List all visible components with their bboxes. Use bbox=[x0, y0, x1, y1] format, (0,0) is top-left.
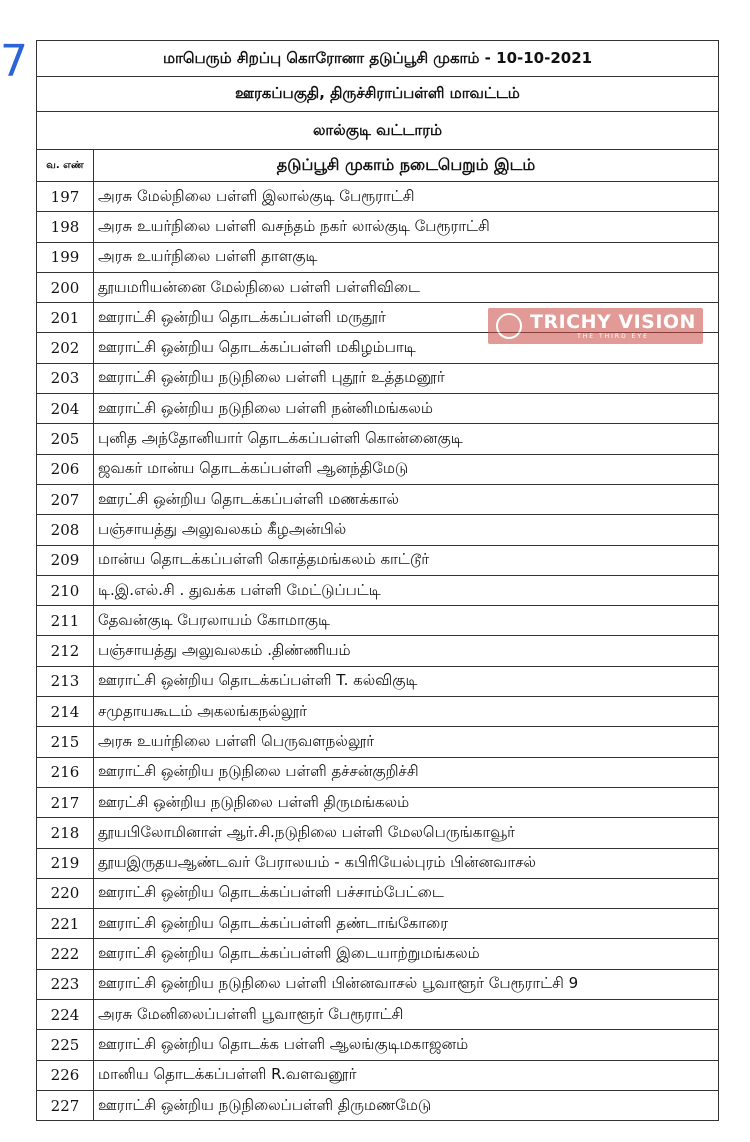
table-row bbox=[37, 484, 719, 514]
camp-location: டி.இ.எல்.சி . துவக்க பள்ளி மேட்டுப்பட்டி bbox=[94, 575, 719, 605]
camp-location: தேவன்குடி பேரலாயம் கோமாகுடி bbox=[94, 606, 719, 636]
page-number: 7 bbox=[0, 36, 28, 87]
serial-number: 222 bbox=[37, 939, 94, 969]
serial-number: 203 bbox=[37, 363, 94, 393]
camp-location: அரசு உயர்நிலை பள்ளி வசந்தம் நகர் லால்குடி பேரூராட்சி bbox=[94, 212, 719, 242]
serial-number: 201 bbox=[37, 303, 94, 333]
watermark-subtitle: THE THIRD EYE bbox=[577, 332, 649, 340]
serial-number: 209 bbox=[37, 545, 94, 575]
camp-location: ஊரட்சி ஒன்றிய தொடக்கப்பள்ளி மணக்கால் bbox=[94, 484, 719, 514]
serial-number: 225 bbox=[37, 1030, 94, 1060]
serial-column-header: வ. எண் bbox=[37, 150, 94, 182]
camp-location: ஊரட்சி ஒன்றிய நடுநிலை பள்ளி திருமங்கலம் bbox=[94, 787, 719, 817]
camp-location: ஊராட்சி ஒன்றிய நடுநிலைப்பள்ளி திருமணமேடு bbox=[94, 1090, 719, 1120]
block-name: லால்குடி வட்டாரம் bbox=[37, 112, 719, 150]
table-row bbox=[37, 212, 719, 242]
camp-location: ஊராட்சி ஒன்றிய தொடக்கப்பள்ளி பச்சாம்பேட்டை bbox=[94, 878, 719, 908]
camp-location: ஊராட்சி ஒன்றிய தொடக்கப்பள்ளி இடையாற்றுமங்கலம் bbox=[94, 939, 719, 969]
camp-location: தூயபிலோமினாள் ஆர்.சி.நடுநிலை பள்ளி மேலபெருங்காவூர் bbox=[94, 818, 719, 848]
table-row bbox=[37, 1060, 719, 1090]
serial-number: 212 bbox=[37, 636, 94, 666]
serial-number: 218 bbox=[37, 818, 94, 848]
serial-number: 216 bbox=[37, 757, 94, 787]
serial-number: 219 bbox=[37, 848, 94, 878]
serial-number: 200 bbox=[37, 272, 94, 302]
header-district-row bbox=[37, 77, 719, 112]
table-row bbox=[37, 939, 719, 969]
camp-location: ஊராட்சி ஒன்றிய நடுநிலை பள்ளி புதூர் உத்தமனூர் bbox=[94, 363, 719, 393]
camp-location: ஊராட்சி ஒன்றிய தொடக்கப்பள்ளி T. கல்விகுடி bbox=[94, 666, 719, 696]
camp-location: ஊராட்சி ஒன்றிய தொடக்க பள்ளி ஆலங்குடிமகாஜனம் bbox=[94, 1030, 719, 1060]
table-row bbox=[37, 454, 719, 484]
serial-number: 198 bbox=[37, 212, 94, 242]
header-title-row bbox=[37, 41, 719, 77]
table-row bbox=[37, 727, 719, 757]
camp-location: ஊராட்சி ஒன்றிய தொடக்கப்பள்ளி தண்டாங்கோரை bbox=[94, 909, 719, 939]
document-title: மாபெரும் சிறப்பு கொரோனா தடுப்பூசி முகாம் - 10-10-2021 bbox=[37, 41, 719, 77]
table-row bbox=[37, 909, 719, 939]
serial-number: 207 bbox=[37, 484, 94, 514]
table-row bbox=[37, 697, 719, 727]
table-row bbox=[37, 636, 719, 666]
column-header-row bbox=[37, 150, 719, 182]
serial-number: 223 bbox=[37, 969, 94, 999]
camp-location: ஊராட்சி ஒன்றிய நடுநிலை பள்ளி பின்னவாசல் பூவாளூர் பேரூராட்சி 9 bbox=[94, 969, 719, 999]
camp-location: புனித அந்தோனியார் தொடக்கப்பள்ளி கொன்னைகுடி bbox=[94, 424, 719, 454]
table-row bbox=[37, 424, 719, 454]
trichy-vision-watermark bbox=[488, 308, 703, 344]
table-row bbox=[37, 606, 719, 636]
serial-number: 217 bbox=[37, 787, 94, 817]
table-row bbox=[37, 394, 719, 424]
table-row bbox=[37, 1000, 719, 1030]
serial-number: 205 bbox=[37, 424, 94, 454]
camp-location: மான்ய தொடக்கப்பள்ளி கொத்தமங்கலம் காட்டூர் bbox=[94, 545, 719, 575]
camp-location: ஊராட்சி ஒன்றிய நடுநிலை பள்ளி நன்னிமங்கலம் bbox=[94, 394, 719, 424]
camp-location: அரசு மேல்நிலை பள்ளி இலால்குடி பேரூராட்சி bbox=[94, 182, 719, 212]
serial-number: 224 bbox=[37, 1000, 94, 1030]
table-row bbox=[37, 545, 719, 575]
serial-number: 208 bbox=[37, 515, 94, 545]
serial-number: 221 bbox=[37, 909, 94, 939]
vaccination-camp-table bbox=[36, 40, 719, 1121]
table-row bbox=[37, 575, 719, 605]
camp-location: பஞ்சாயத்து அலுவலகம் .திண்ணியம் bbox=[94, 636, 719, 666]
table-row bbox=[37, 272, 719, 302]
watermark-title: TRICHY VISION bbox=[530, 310, 696, 333]
table-row bbox=[37, 242, 719, 272]
serial-number: 211 bbox=[37, 606, 94, 636]
serial-number: 215 bbox=[37, 727, 94, 757]
serial-number: 202 bbox=[37, 333, 94, 363]
header-block-row bbox=[37, 112, 719, 150]
camp-location: அரசு உயர்நிலை பள்ளி தாளகுடி bbox=[94, 242, 719, 272]
camp-location: பஞ்சாயத்து அலுவலகம் கீழஅன்பில் bbox=[94, 515, 719, 545]
table-row bbox=[37, 515, 719, 545]
camp-location: தூயமரியன்னை மேல்நிலை பள்ளி பள்ளிவிடை bbox=[94, 272, 719, 302]
camp-location: மானிய தொடக்கப்பள்ளி R.வளவனூர் bbox=[94, 1060, 719, 1090]
serial-number: 210 bbox=[37, 575, 94, 605]
serial-number: 227 bbox=[37, 1090, 94, 1120]
serial-number: 204 bbox=[37, 394, 94, 424]
table-row bbox=[37, 1090, 719, 1120]
serial-number: 220 bbox=[37, 878, 94, 908]
serial-number: 213 bbox=[37, 666, 94, 696]
watermark-logo-icon bbox=[496, 313, 522, 339]
table-row bbox=[37, 878, 719, 908]
table-row bbox=[37, 969, 719, 999]
serial-number: 197 bbox=[37, 182, 94, 212]
serial-number: 199 bbox=[37, 242, 94, 272]
district-name: ஊரகப்பகுதி, திருச்சிராப்பள்ளி மாவட்டம் bbox=[37, 77, 719, 112]
camp-location: ஊராட்சி ஒன்றிய நடுநிலை பள்ளி தச்சன்குறிச்சி bbox=[94, 757, 719, 787]
camp-location: ஊராட்சி ஒன்றிய தொடக்கப்பள்ளி மருதூர் bbox=[94, 303, 719, 333]
serial-number: 206 bbox=[37, 454, 94, 484]
table-row bbox=[37, 363, 719, 393]
serial-number: 214 bbox=[37, 697, 94, 727]
camp-location: தூயஇருதயஆண்டவர் பேராலயம் - கபிரியேல்புரம் பின்னவாசல் bbox=[94, 848, 719, 878]
table-row bbox=[37, 757, 719, 787]
table-row bbox=[37, 1030, 719, 1060]
camp-location: அரசு உயர்நிலை பள்ளி பெருவளநல்லூர் bbox=[94, 727, 719, 757]
serial-number: 226 bbox=[37, 1060, 94, 1090]
camp-location: ஜவகர் மான்ய தொடக்கப்பள்ளி ஆனந்திமேடு bbox=[94, 454, 719, 484]
place-column-header: தடுப்பூசி முகாம் நடைபெறும் இடம் bbox=[94, 150, 719, 182]
camp-location: சமுதாயகூடம் அகலங்கநல்லூர் bbox=[94, 697, 719, 727]
table-row bbox=[37, 818, 719, 848]
camp-location: அரசு மேனிலைப்பள்ளி பூவாளூர் பேரூராட்சி bbox=[94, 1000, 719, 1030]
table-row bbox=[37, 182, 719, 212]
camp-location: ஊராட்சி ஒன்றிய தொடக்கப்பள்ளி மகிழம்பாடி bbox=[94, 333, 719, 363]
table-row bbox=[37, 666, 719, 696]
table-row bbox=[37, 787, 719, 817]
table-row bbox=[37, 848, 719, 878]
